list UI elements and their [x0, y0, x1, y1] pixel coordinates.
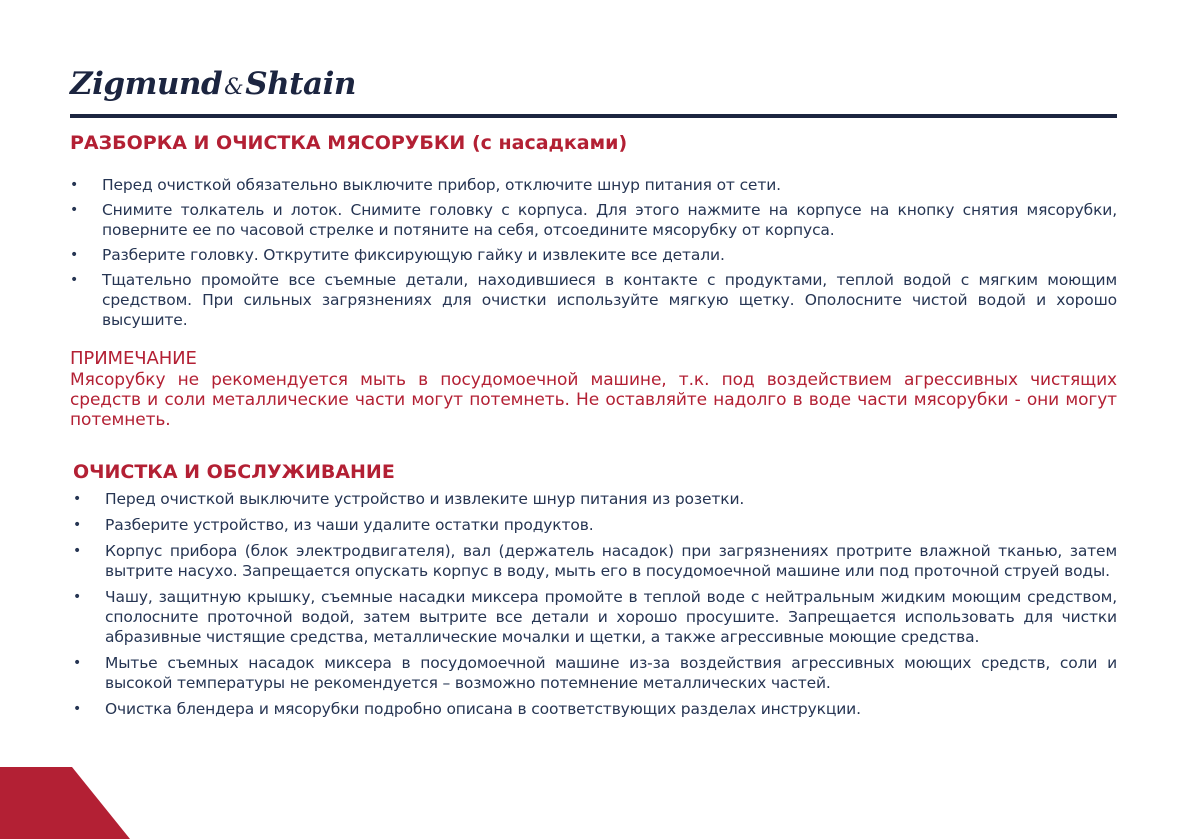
list-item-text: Чашу, защитную крышку, съемные насадки миксера промойте в теплой воде с нейтральным жидким моющим средством, сполосните проточной водой, затем вытрите все детали и хорошо просушите. Запрещается использовать для чистки абразивные чистящие средства, металлические мочалки и щетки, а также агрессивные моющие средства.	[105, 588, 1117, 646]
bullet-icon: •	[73, 589, 82, 605]
bullet-icon: •	[73, 517, 82, 533]
list-item	[70, 245, 1117, 265]
list-item	[73, 653, 1117, 693]
list-item	[73, 489, 1117, 509]
list-item	[73, 699, 1117, 719]
cleaning-list	[73, 489, 1117, 725]
bullet-icon: •	[70, 272, 79, 288]
bullet-icon: •	[73, 491, 82, 507]
bullet-icon: •	[70, 247, 79, 263]
list-item-text: Перед очисткой выключите устройство и извлеките шнур питания из розетки.	[105, 490, 745, 508]
section-title-cleaning: ОЧИСТКА И ОБСЛУЖИВАНИЕ	[73, 461, 395, 483]
note-text: Мясорубку не рекомендуется мыть в посудомоечной машине, т.к. под воздействием агрессивных чистящих средств и соли металлические части могут потемнеть. Не оставляйте надолго в воде части мясорубки - они могут потемнеть.	[70, 370, 1117, 430]
list-item-text: Тщательно промойте все съемные детали, находившиеся в контакте с продуктами, теплой водой с мягким моющим средством. При сильных загрязнениях для очистки используйте мягкую щетку. Ополосните чистой водой и хорошо высушите.	[102, 271, 1117, 329]
brand-name-right: Shtain	[245, 66, 356, 102]
list-item-text: Корпус прибора (блок электродвигателя), вал (держатель насадок) при загрязнениях протрите влажной тканью, затем вытрите насухо. Запрещается опускать корпус в воду, мыть его в посудомоечной машине или под проточной струей воды.	[105, 542, 1117, 580]
list-item-text: Снимите толкатель и лоток. Снимите головку с корпуса. Для этого нажмите на корпусе на кнопку снятия мясорубки, поверните ее по часовой стрелке и потяните на себя, отсоедините мясорубку от корпуса.	[102, 201, 1117, 239]
list-item	[70, 175, 1117, 195]
note-heading: ПРИМЕЧАНИЕ	[70, 348, 197, 369]
brand-logo	[70, 66, 356, 102]
list-item-text: Очистка блендера и мясорубки подробно описана в соответствующих разделах инструкции.	[105, 700, 861, 718]
list-item	[73, 541, 1117, 581]
bullet-icon: •	[73, 701, 82, 717]
list-item	[70, 200, 1117, 240]
bullet-icon: •	[70, 202, 79, 218]
note-block	[70, 349, 1117, 430]
header-divider	[70, 114, 1117, 118]
bullet-icon: •	[70, 177, 79, 193]
list-item-text: Мытье съемных насадок миксера в посудомоечной машине из-за воздействия агрессивных моющих средств, соли и высокой температуры не рекомендуется – возможно потемнение металлических частей.	[105, 654, 1117, 692]
brand-name-left: Zigmund	[70, 66, 223, 102]
list-item	[73, 587, 1117, 647]
list-item	[73, 515, 1117, 535]
disassembly-list	[70, 175, 1117, 335]
corner-decoration	[0, 767, 130, 839]
list-item-text: Перед очисткой обязательно выключите прибор, отключите шнур питания от сети.	[102, 176, 781, 194]
brand-ampersand: &	[224, 75, 244, 100]
bullet-icon: •	[73, 543, 82, 559]
bullet-icon: •	[73, 655, 82, 671]
list-item-text: Разберите устройство, из чаши удалите остатки продуктов.	[105, 516, 594, 534]
section-title-disassembly: РАЗБОРКА И ОЧИСТКА МЯСОРУБКИ (с насадками)	[70, 132, 628, 154]
list-item-text: Разберите головку. Открутите фиксирующую гайку и извлеките все детали.	[102, 246, 725, 264]
list-item	[70, 270, 1117, 330]
